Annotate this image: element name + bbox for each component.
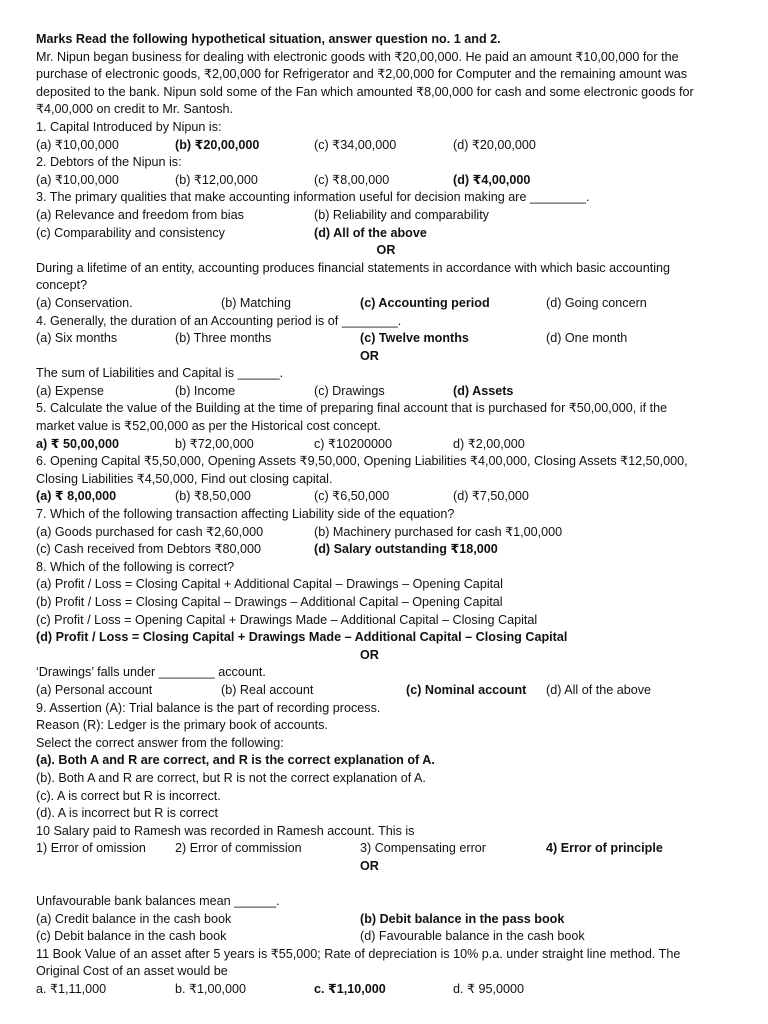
q7-text: 7. Which of the following transaction affecting Liability side of the equation? bbox=[36, 507, 455, 522]
q4-or-option-a: (a) Expense bbox=[36, 383, 104, 398]
paper-header: Marks Read the following hypothetical situation, answer question no. 1 and 2. bbox=[36, 32, 501, 46]
q1-option-d: (d) ₹20,00,000 bbox=[453, 137, 536, 152]
q10-or-text: Unfavourable bank balances mean ______. bbox=[36, 894, 280, 909]
q5-options bbox=[36, 436, 736, 454]
q8-option-b: (b) Profit / Loss = Closing Capital – Drawings – Additional Capital – Opening Capital bbox=[36, 595, 503, 609]
q8-text: 8. Which of the following is correct? bbox=[36, 559, 235, 574]
q6-line-1: 6. Opening Capital ₹5,50,000, Opening Assets ₹9,50,000, Opening Liabilities ₹4,00,000, Closing Assets ₹12,50,000, bbox=[36, 454, 688, 469]
q10-option-a: 1) Error of omission bbox=[36, 841, 146, 856]
q4-text: 4. Generally, the duration of an Accounting period is of ________. bbox=[36, 313, 402, 328]
q8-or-text: ‘Drawings’ falls under ________ account. bbox=[36, 665, 266, 680]
q6-line-2: Closing Liabilities ₹4,50,000, Find out closing capital. bbox=[36, 471, 333, 486]
q5-option-c: c) ₹10200000 bbox=[314, 436, 393, 451]
q7-options-row2 bbox=[36, 541, 736, 559]
q3-option-b: (b) Reliability and comparability bbox=[314, 207, 489, 222]
q11-option-b: b. ₹1,00,000 bbox=[175, 982, 247, 997]
q2-option-b: (b) ₹12,00,000 bbox=[175, 172, 258, 187]
q4-or-text: The sum of Liabilities and Capital is ______. bbox=[36, 366, 284, 381]
q3-or-option-c: (c) Accounting period bbox=[360, 295, 490, 310]
q3-option-c: (c) Comparability and consistency bbox=[36, 225, 225, 240]
q11-option-c: c. ₹1,10,000 bbox=[314, 982, 386, 997]
q10-or-option-d: (d) Favourable balance in the cash book bbox=[360, 929, 585, 944]
or-divider: OR bbox=[360, 647, 379, 662]
q10-option-c: 3) Compensating error bbox=[360, 841, 486, 856]
or-divider: OR bbox=[360, 858, 379, 873]
q10-or-option-b: (b) Debit balance in the pass book bbox=[360, 911, 565, 926]
or-divider: OR bbox=[360, 348, 379, 363]
q4-or-options bbox=[36, 383, 736, 401]
q4-option-d: (d) One month bbox=[546, 331, 628, 346]
q8-option-a: (a) Profit / Loss = Closing Capital + Additional Capital – Drawings – Opening Capital bbox=[36, 577, 503, 592]
q8-or-option-c: (c) Nominal account bbox=[406, 682, 527, 697]
q7-option-c: (c) Cash received from Debtors ₹80,000 bbox=[36, 542, 261, 557]
q5-option-a: a) ₹ 50,00,000 bbox=[36, 436, 119, 451]
q4-options bbox=[36, 330, 736, 348]
q9-option-c: (c). A is correct but R is incorrect. bbox=[36, 788, 221, 803]
q6-option-c: (c) ₹6,50,000 bbox=[314, 489, 390, 504]
q6-options bbox=[36, 488, 736, 506]
q6-option-d: (d) ₹7,50,000 bbox=[453, 489, 529, 504]
case-line-4: ₹4,00,000 on credit to Mr. Santosh. bbox=[36, 102, 234, 117]
q8-option-d: (d) Profit / Loss = Closing Capital + Drawings Made – Additional Capital – Closing Capital bbox=[36, 630, 568, 645]
q4-option-b: (b) Three months bbox=[175, 331, 272, 346]
q8-option-c: (c) Profit / Loss = Opening Capital + Drawings Made – Additional Capital – Closing Capital bbox=[36, 612, 538, 627]
q8-or-option-d: (d) All of the above bbox=[546, 682, 652, 697]
q10-text: 10 Salary paid to Ramesh was recorded in Ramesh account. This is bbox=[36, 823, 415, 838]
q4-or-option-b: (b) Income bbox=[175, 383, 236, 398]
q11-line-2: Original Cost of an asset would be bbox=[36, 964, 228, 979]
q3-option-a: (a) Relevance and freedom from bias bbox=[36, 207, 244, 222]
q11-options bbox=[36, 981, 736, 999]
q1-option-a: (a) ₹10,00,000 bbox=[36, 137, 119, 152]
q10-or-option-c: (c) Debit balance in the cash book bbox=[36, 929, 227, 944]
q10-options bbox=[36, 840, 736, 858]
q9-select: Select the correct answer from the following: bbox=[36, 735, 284, 750]
q6-option-b: (b) ₹8,50,000 bbox=[175, 489, 251, 504]
q3-or-option-b: (b) Matching bbox=[221, 295, 291, 310]
q7-option-d: (d) Salary outstanding ₹18,000 bbox=[314, 542, 498, 557]
q9-option-d: (d). A is incorrect but R is correct bbox=[36, 806, 218, 821]
or-divider: OR bbox=[376, 243, 396, 258]
q8-or-options bbox=[36, 682, 736, 700]
q10-or-option-a: (a) Credit balance in the cash book bbox=[36, 911, 232, 926]
q3-options-row2 bbox=[36, 225, 736, 243]
q8-or-option-b: (b) Real account bbox=[221, 682, 314, 697]
q10-or-options-row1 bbox=[36, 911, 736, 929]
q3-or-options bbox=[36, 295, 736, 313]
q7-option-a: (a) Goods purchased for cash ₹2,60,000 bbox=[36, 524, 264, 539]
q3-or-line-1: During a lifetime of an entity, accounting produces financial statements in accordance with which basic accounting bbox=[36, 260, 670, 275]
q3-or-option-d: (d) Going concern bbox=[546, 295, 647, 310]
q2-option-d: (d) ₹4,00,000 bbox=[453, 172, 531, 187]
q9-option-b: (b). Both A and R are correct, but R is not the correct explanation of A. bbox=[36, 770, 426, 785]
q5-line-2: market value is ₹52,00,000 as per the Historical cost concept. bbox=[36, 419, 381, 434]
q3-option-d: (d) All of the above bbox=[314, 225, 427, 240]
q5-line-1: 5. Calculate the value of the Building at the time of preparing final account that is purchased for ₹50,00,000, if the bbox=[36, 401, 668, 416]
q4-or-option-c: (c) Drawings bbox=[314, 383, 385, 398]
q7-option-b: (b) Machinery purchased for cash ₹1,00,000 bbox=[314, 524, 563, 539]
q4-option-c: (c) Twelve months bbox=[360, 331, 469, 346]
q3-or-line-2: concept? bbox=[36, 278, 88, 293]
q10-option-b: 2) Error of commission bbox=[175, 841, 302, 856]
q1-options bbox=[36, 137, 736, 155]
question-paper bbox=[36, 31, 736, 999]
q10-or-options-row2 bbox=[36, 928, 736, 946]
q6-option-a: (a) ₹ 8,00,000 bbox=[36, 489, 117, 504]
q9-assertion: 9. Assertion (A): Trial balance is the part of recording process. bbox=[36, 700, 381, 715]
q11-line-1: 11 Book Value of an asset after 5 years is ₹55,000; Rate of depreciation is 10% p.a. under straight line method. The bbox=[36, 946, 681, 961]
q2-option-a: (a) ₹10,00,000 bbox=[36, 172, 119, 187]
q3-text: 3. The primary qualities that make accounting information useful for decision making are ________. bbox=[36, 190, 590, 205]
q2-option-c: (c) ₹8,00,000 bbox=[314, 172, 390, 187]
case-line-1: Mr. Nipun began business for dealing with electronic goods with ₹20,00,000. He paid an amount ₹10,00,000 for the bbox=[36, 49, 679, 64]
q1-option-c: (c) ₹34,00,000 bbox=[314, 137, 397, 152]
q3-options-row1 bbox=[36, 207, 736, 225]
case-line-3: deposited to the bank. Nipun sold some of the Fan which amounted ₹8,00,000 for cash and some electronic goods for bbox=[36, 84, 694, 99]
q9-reason: Reason (R): Ledger is the primary book of accounts. bbox=[36, 718, 328, 733]
q5-option-b: b) ₹72,00,000 bbox=[175, 436, 254, 451]
q3-or-option-a: (a) Conservation. bbox=[36, 295, 133, 310]
q10-option-d: 4) Error of principle bbox=[546, 841, 663, 856]
q1-text: 1. Capital Introduced by Nipun is: bbox=[36, 119, 222, 134]
q1-option-b: (b) ₹20,00,000 bbox=[175, 137, 260, 152]
q2-options bbox=[36, 172, 736, 190]
q11-option-d: d. ₹ 95,0000 bbox=[453, 982, 525, 997]
q9-option-a: (a). Both A and R are correct, and R is the correct explanation of A. bbox=[36, 753, 435, 768]
q7-options-row1 bbox=[36, 524, 736, 542]
q11-option-a: a. ₹1,11,000 bbox=[36, 982, 107, 997]
case-line-2: purchase of electronic goods, ₹2,00,000 for Refrigerator and ₹2,00,000 for Computer and the remaining amount was bbox=[36, 67, 687, 82]
spacer bbox=[36, 876, 736, 894]
q8-or-option-a: (a) Personal account bbox=[36, 682, 153, 697]
q5-option-d: d) ₹2,00,000 bbox=[453, 436, 525, 451]
q4-or-option-d: (d) Assets bbox=[453, 383, 514, 398]
q4-option-a: (a) Six months bbox=[36, 331, 118, 346]
q2-text: 2. Debtors of the Nipun is: bbox=[36, 155, 182, 170]
